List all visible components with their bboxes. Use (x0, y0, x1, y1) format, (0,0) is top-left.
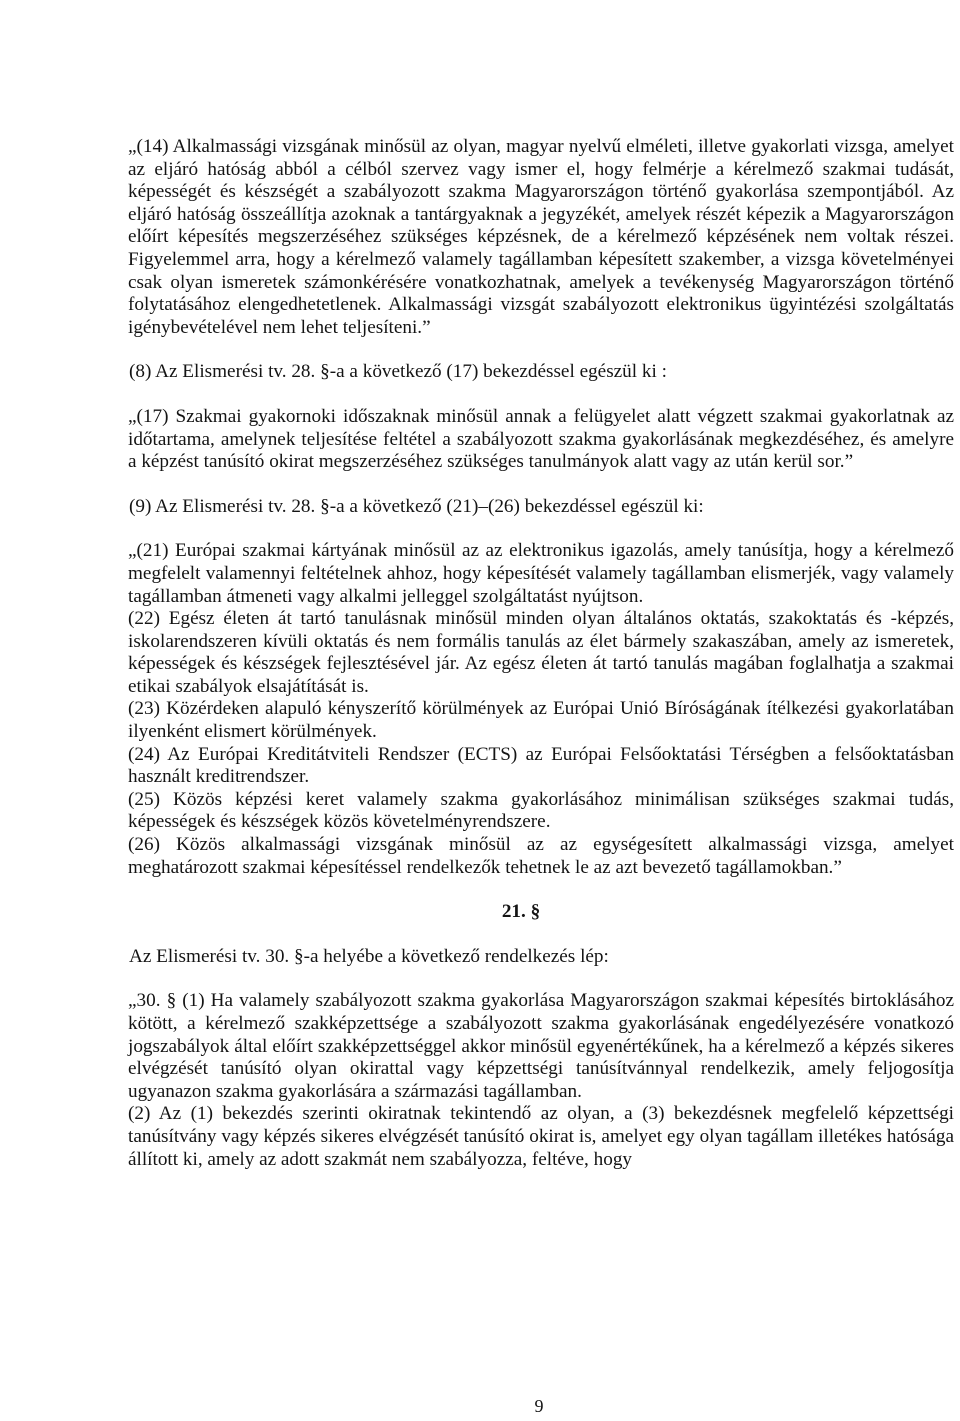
paragraph-14: „(14) Alkalmassági vizsgának minősül az olyan, magyar nyelvű elméleti, illetve gyakorlati vizsga, amelyet az eljáró hatóság abból a célból szervez vagy ismer el, hogy felmérje a kérelmező szakmai tudását, képességét és készségét a szabályozott szakma Magyarországon történő gyakorlása szempontjából. Az eljáró hatóság összeállítja azoknak a tantárgyaknak a jegyzékét, amelyek részét képezik a Magyarországon előírt képesítés megszerzéséhez szükséges képzésnek, de a kérelmező képzésének nem voltak részei. Figyelemmel arra, hogy a kérelmező valamely tagállamban képesített szakember, a vizsga követelményei csak olyan ismeretek számonkérésére vonatkozhatnak, amelyek a tevékenység Magyarországon történő folytatásához elengedhetetlenek. Alkalmassági vizsgát szabályozott elektronikus ügyintézési szolgáltatás igénybevételével nem lehet teljesíteni.” (128, 136, 954, 338)
amendment-heading-9: (9) Az Elismerési tv. 28. §-a a következő (21)–(26) bekezdéssel egészül ki: (129, 495, 704, 517)
paragraph-30-1: „30. § (1) Ha valamely szabályozott szakma gyakorlása Magyarországon szakmai képesítés birtoklásához kötött, a kérelmező szakképzettsége a szabályozott szakma gyakorlásának engedélyezésére vonatkozó jogszabályok által előírt szakképzettséggel akkor minősül egyenértékűnek, ha a kérelmező a képzés sikeres elvégzését tanúsító olyan okirattal vagy képzettségi tanúsítvánnyal rendelkezik, amely feljogosítja ugyanazon szakma gyakorlására a származási tagállamban. (128, 990, 954, 1102)
paragraph-24: (24) Az Európai Kreditátviteli Rendszer (ECTS) az Európai Felsőoktatási Térségben a felsőoktatásban használt kreditrendszer. (128, 743, 954, 788)
paragraph-30-2: (2) Az (1) bekezdés szerinti okiratnak tekintendő az olyan, a (3) bekezdésnek megfelelő képzettségi tanúsítvány vagy képzés sikeres elvégzését tanúsító okirat is, amelyet egy olyan tagállam illetékes hatósága állított ki, amely az adott szakmát nem szabályozza, feltéve, hogy (128, 1103, 954, 1170)
document-body (128, 136, 954, 1171)
amendment-heading-30: Az Elismerési tv. 30. §-a helyébe a következő rendelkezés lép: (129, 945, 609, 967)
paragraph-22: (22) Egész életen át tartó tanulásnak minősül minden olyan általános oktatás, szakoktatás és -képzés, iskolarendszeren kívüli oktatás és nem formális tanulás az élet bármely szakaszában, amely az ismeretek, képességek és készségek fejlesztésével jár. Az egész életen át tartó tanulás magában foglalhatja a szakmai etikai szabályok elsajátítását is. (128, 608, 954, 697)
page-number: 9 (534, 1396, 544, 1416)
amendment-heading-8: (8) Az Elismerési tv. 28. §-a a következő (17) bekezdéssel egészül ki : (129, 361, 667, 383)
paragraph-17: „(17) Szakmai gyakornoki időszaknak minősül annak a felügyelet alatt végzett szakmai gyakorlatnak az időtartama, amelynek teljesítése feltétel a szabályozott szakma gyakorlásának megkezdéséhez, és amelyre a képzést tanúsító okirat megszerzéséhez szükséges tanulmányok alatt vagy az után kerül sor.” (128, 405, 954, 473)
paragraph-21: „(21) Európai szakmai kártyának minősül az az elektronikus igazolás, amely tanúsítja, hogy a kérelmező megfelelt valamennyi feltételnek ahhoz, hogy képesítését valamely tagállamban elismerjék, vagy valamely tagállamban átmeneti vagy alkalmi jelleggel szolgáltatást nyújtson. (128, 540, 954, 607)
paragraph-25: (25) Közös képzési keret valamely szakma gyakorlásához minimálisan szükséges szakmai tudás, képességek és készségek közös követelményrendszere. (128, 788, 954, 833)
paragraph-23: (23) Közérdeken alapuló kényszerítő körülmények az Európai Unió Bíróságának ítélkezési gyakorlatában ilyenként elismert körülmények. (128, 698, 954, 743)
paragraph-26: (26) Közös alkalmassági vizsgának minősül az az egységesített alkalmassági vizsga, amelyet meghatározott szakmai képesítéssel rendelkezők tehetnek le az azt bevezető tagállamokban.” (128, 834, 954, 878)
section-title: 21. § (501, 901, 541, 923)
